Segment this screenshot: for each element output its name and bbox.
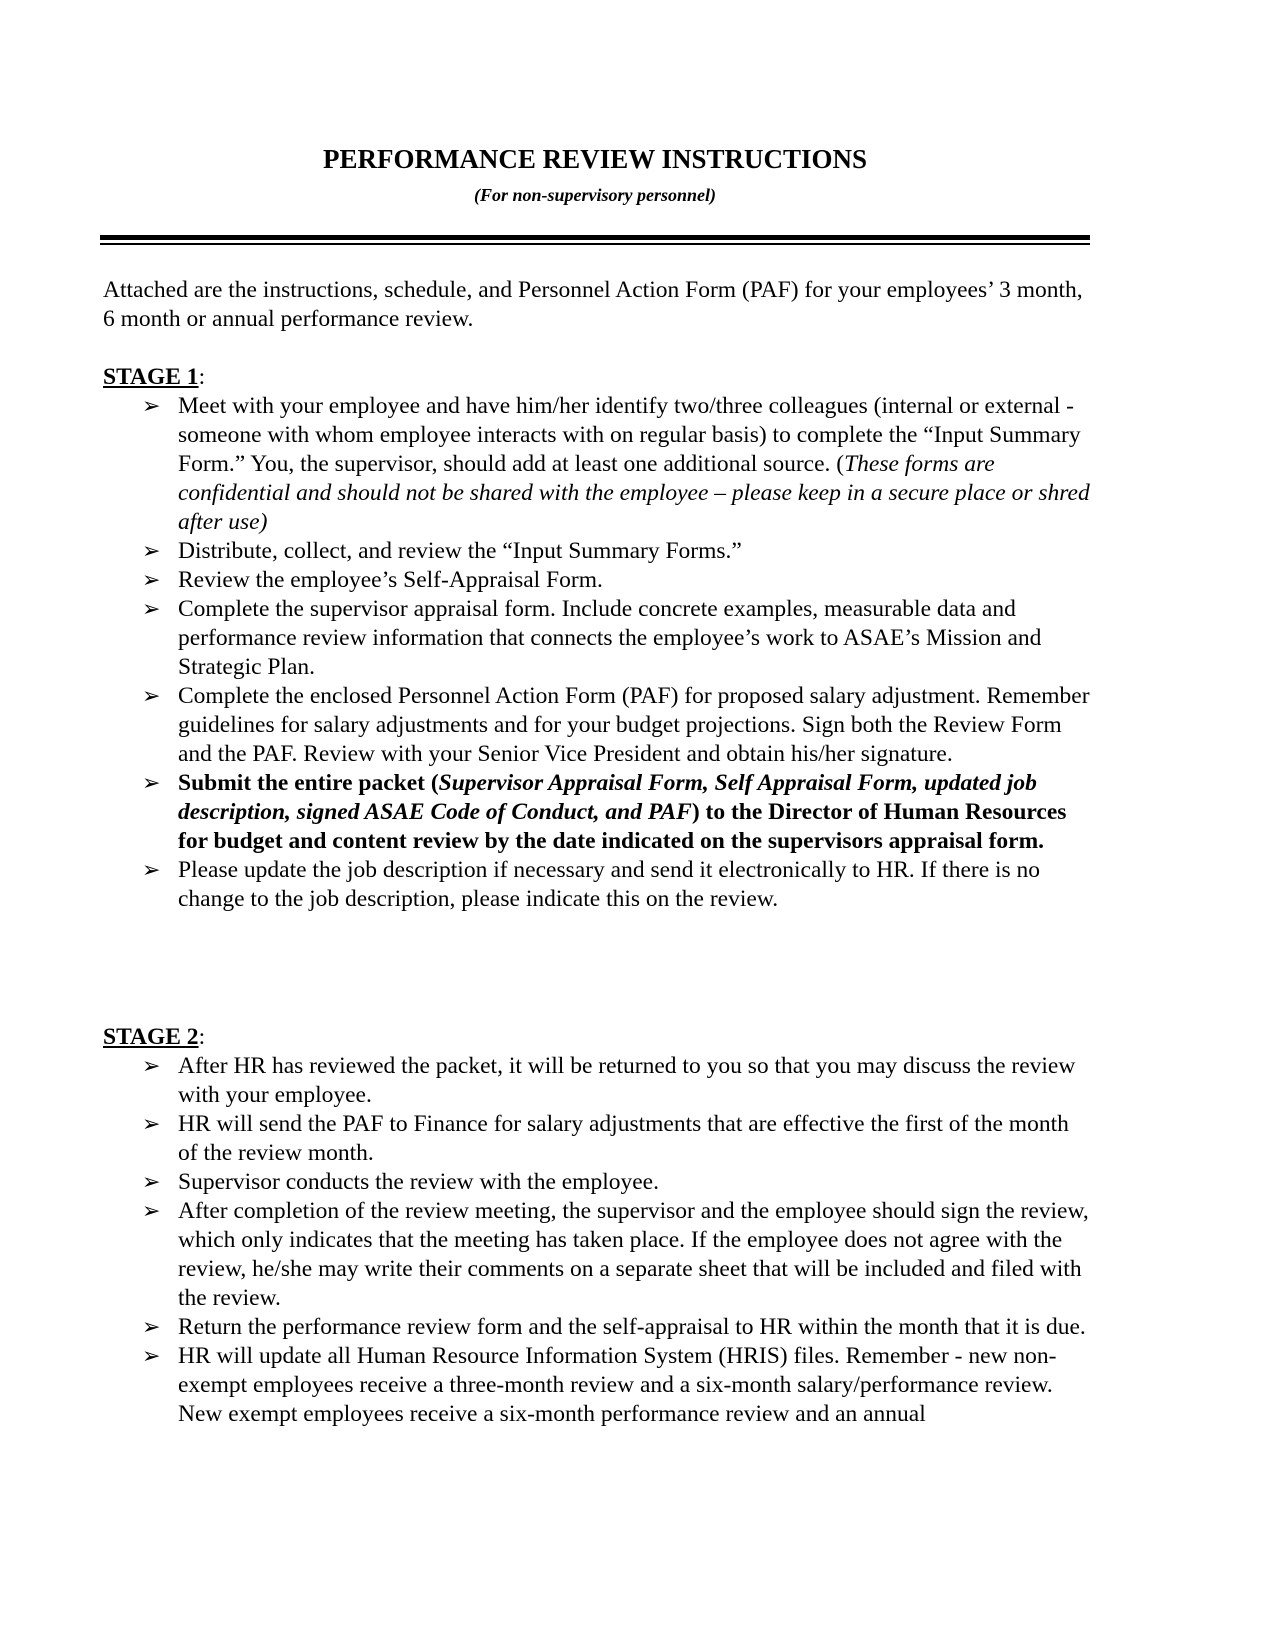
arrow-bullet-icon: ➢ bbox=[142, 597, 161, 622]
list-item bbox=[103, 1313, 1093, 1342]
stage-2-list bbox=[103, 1052, 1093, 1429]
arrow-bullet-icon: ➢ bbox=[142, 539, 161, 564]
list-item-text: After completion of the review meeting, the supervisor and the employee should sign the review, which only indicates that the meeting has taken place. If the employee does not agree with the review, he/she may write their comments on a separate sheet that will be included and filed with the review. bbox=[178, 1198, 1089, 1311]
arrow-bullet-icon: ➢ bbox=[142, 568, 161, 593]
arrow-bullet-icon: ➢ bbox=[142, 1344, 161, 1369]
stage-2-heading-colon: : bbox=[198, 1024, 206, 1050]
list-item bbox=[103, 595, 1093, 682]
stage-1-heading-colon: : bbox=[198, 364, 206, 390]
list-item bbox=[103, 566, 1093, 595]
list-item-text: Review the employee’s Self-Appraisal Form. bbox=[178, 567, 603, 593]
list-item-text: HR will update all Human Resource Information System (HRIS) files. Remember - new non-exempt employees receive a three-month review and a six-month salary/performance review. New exempt employees receive a six-month performance review and an annual bbox=[178, 1343, 1057, 1427]
arrow-bullet-icon: ➢ bbox=[142, 858, 161, 883]
stage-2-heading-label: STAGE 2 bbox=[103, 1024, 199, 1050]
arrow-bullet-icon: ➢ bbox=[142, 1054, 161, 1079]
list-item-text: Meet with your employee and have him/her identify two/three colleagues (internal or external - someone with whom employee interacts with on regular basis) to complete the “Input Summary Form.” You, the supervisor, should add at least one additional source. ( bbox=[178, 393, 1081, 477]
list-item-text: Complete the supervisor appraisal form. Include concrete examples, measurable data and performance review information that connects the employee’s work to ASAE’s Mission and Strategic Plan. bbox=[178, 596, 1042, 680]
list-item bbox=[103, 1168, 1093, 1197]
list-item-bold-italic-text: Supervisor Appraisal Form, Self Appraisal Form, updated job description, signed ASAE Code of Conduct, and PAF bbox=[178, 770, 1037, 825]
arrow-bullet-icon: ➢ bbox=[142, 1170, 161, 1195]
list-item-bold-text: Submit the entire packet ( bbox=[178, 770, 439, 796]
list-item bbox=[103, 769, 1093, 856]
list-item bbox=[103, 1342, 1093, 1429]
list-item-text: HR will send the PAF to Finance for salary adjustments that are effective the first of the month of the review month. bbox=[178, 1111, 1069, 1166]
page-subtitle: (For non-supervisory personnel) bbox=[473, 185, 717, 205]
list-item bbox=[103, 856, 1093, 914]
stage-1-section bbox=[103, 363, 1093, 914]
list-item-text: Distribute, collect, and review the “Input Summary Forms.” bbox=[178, 538, 742, 564]
stage-1-list bbox=[103, 392, 1093, 914]
header-rule-thin bbox=[100, 243, 1090, 245]
intro-paragraph: Attached are the instructions, schedule, and Personnel Action Form (PAF) for your employees’ 3 month, 6 month or annual performance review. bbox=[103, 277, 1083, 332]
stage-2-heading bbox=[103, 1023, 1093, 1052]
list-item bbox=[103, 1110, 1093, 1168]
list-item bbox=[103, 682, 1093, 769]
list-item-text: Complete the enclosed Personnel Action Form (PAF) for proposed salary adjustment. Remember guidelines for salary adjustments and for your budget projections. Sign both the Review Form and the PAF. Review with your Senior Vice President and obtain his/her signature. bbox=[178, 683, 1090, 767]
list-item bbox=[103, 1197, 1093, 1313]
stage-2-section bbox=[103, 1023, 1093, 1429]
page-title: PERFORMANCE REVIEW INSTRUCTIONS bbox=[322, 144, 868, 174]
arrow-bullet-icon: ➢ bbox=[142, 771, 161, 796]
arrow-bullet-icon: ➢ bbox=[142, 1315, 161, 1340]
list-item bbox=[103, 392, 1093, 537]
list-item-text: Please update the job description if necessary and send it electronically to HR. If there is no change to the job description, please indicate this on the review. bbox=[178, 857, 1041, 912]
list-item-italic-text: These forms are confidential and should not be shared with the employee – please keep in a secure place or shred after use) bbox=[178, 451, 1090, 535]
list-item-text: After HR has reviewed the packet, it will be returned to you so that you may discuss the review with your employee. bbox=[178, 1053, 1076, 1108]
list-item-bold-text-end: ) to the Director of Human Resources for budget and content review by the date indicated on the supervisors appraisal form. bbox=[178, 799, 1067, 854]
arrow-bullet-icon: ➢ bbox=[142, 1199, 161, 1224]
list-item-text: Return the performance review form and the self-appraisal to HR within the month that it is due. bbox=[178, 1314, 1086, 1340]
list-item-text: Supervisor conducts the review with the employee. bbox=[178, 1169, 659, 1195]
list-item bbox=[103, 537, 1093, 566]
stage-1-heading-label: STAGE 1 bbox=[103, 364, 199, 390]
stage-1-heading bbox=[103, 363, 1093, 392]
arrow-bullet-icon: ➢ bbox=[142, 394, 161, 419]
list-item bbox=[103, 1052, 1093, 1110]
arrow-bullet-icon: ➢ bbox=[142, 1112, 161, 1137]
arrow-bullet-icon: ➢ bbox=[142, 684, 161, 709]
header-rule-thick bbox=[100, 235, 1090, 240]
